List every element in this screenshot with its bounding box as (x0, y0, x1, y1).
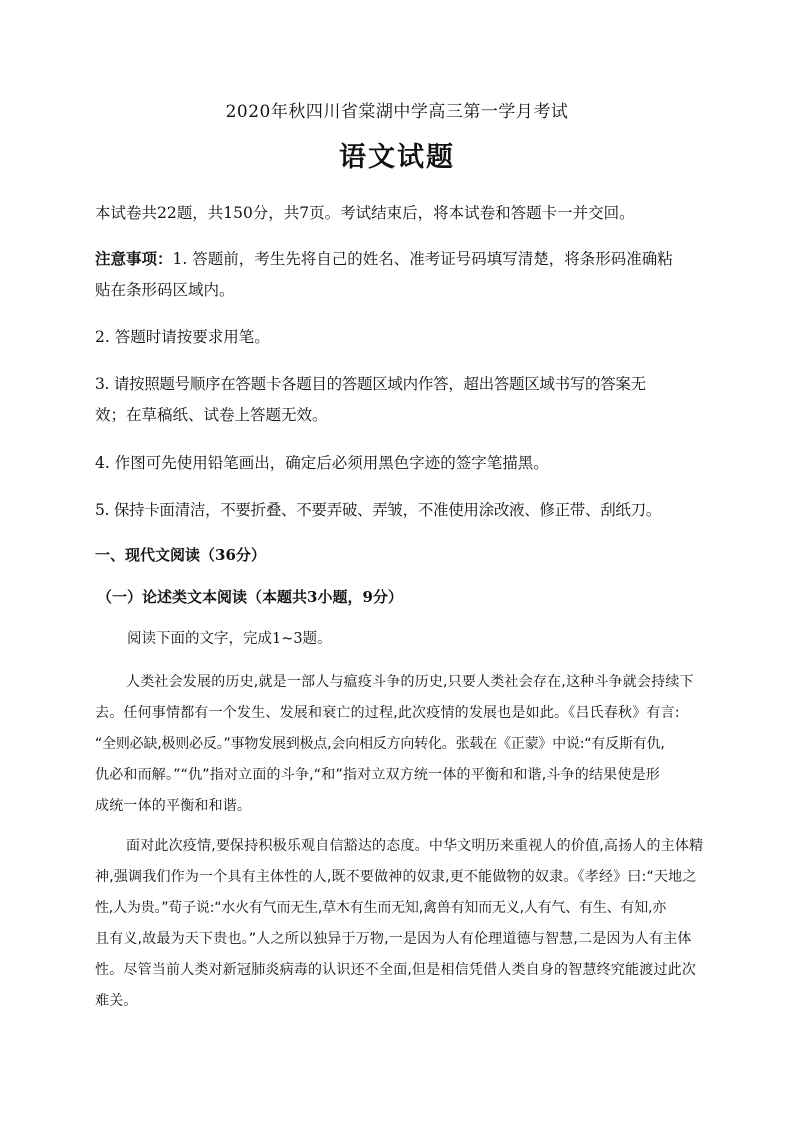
passage-p1-line4: 仇必和而解。”“仇”指对立面的斗争,“和”指对立双方统一体的平衡和和谐,斗争的结果使是形 (95, 767, 660, 783)
exam-subtitle: 2020年秋四川省棠湖中学高三第一学月考试 (225, 102, 569, 122)
passage-p2-line5: 性。尽管当前人类对新冠肺炎病毒的认识还不全面,但是相信凭借人类自身的智慧终究能渡过此次 (95, 962, 697, 978)
notes-item1-line1 (95, 244, 705, 274)
passage-p2-line6: 难关。 (95, 993, 138, 1009)
passage-p1-line1: 人类社会发展的历史,就是一部人与瘟疫斗争的历史,只要人类社会存在,这种斗争就会持续下 (126, 674, 694, 690)
section1-subheading: （一）论述类文本阅读（本题共3小题，9分） (97, 588, 403, 606)
section1-heading: 一、现代文阅读（36分） (95, 546, 266, 564)
passage-p2-line2: 神,强调我们作为一个具有主体性的人,既不要做神的奴隶,更不能做物的奴隶。《孝经》曰:“天地之 (95, 869, 697, 885)
passage-p1-line5: 成统一体的平衡和和谐。 (95, 798, 252, 814)
exam-intro: 本试卷共22题，共150分，共7页。考试结束后，将本试卷和答题卡一并交回。 (95, 204, 635, 222)
notes-item1-line2: 贴在条形码区域内。 (95, 281, 235, 299)
passage-p2-line3: 性,人为贵。”荀子说:“水火有气而无生,草木有生而无知,禽兽有知而无义,人有气、有生、有知,亦 (95, 900, 667, 916)
notes-item1-text: 1. 答题前，考生先将自己的姓名、准考证号码填写清楚，将条形码准确粘 (172, 250, 673, 268)
passage-p1-line3: “全则必缺,极则必反。”事物发展到极点,会向相反方向转化。张载在《正蒙》中说:“有反斯有仇, (95, 736, 665, 752)
notes-item2: 2. 答题时请按要求用笔。 (95, 328, 270, 346)
passage-p2-line1: 面对此次疫情,要保持积极乐观自信豁达的态度。中华文明历来重视人的价值,高扬人的主体精 (126, 838, 704, 854)
notes-item3-line1: 3. 请按照题号顺序在答题卡各题目的答题区域内作答，超出答题区域书写的答案无 (95, 375, 646, 393)
notes-item4: 4. 作图可先使用铅笔画出，确定后必须用黑色字迹的签字笔描黑。 (95, 454, 549, 472)
notes-item3-line2: 效；在草稿纸、试卷上答题无效。 (95, 406, 328, 424)
exam-title: 语文试题 (339, 142, 455, 173)
notes-label: 注意事项： (95, 249, 173, 268)
reading-instruction: 阅读下面的文字，完成1~3题。 (127, 631, 332, 647)
passage-p2-line4: 且有义,故最为天下贵也。”人之所以独异于万物,一是因为人有伦理道德与智慧,二是因为人有主体 (95, 931, 692, 947)
notes-item5: 5. 保持卡面清洁，不要折叠、不要弄破、弄皱，不准使用涂改液、修正带、刮纸刀。 (95, 501, 662, 519)
passage-p1-line2: 去。任何事情都有一个发生、发展和衰亡的过程,此次疫情的发展也是如此。《吕氏春秋》有言: (95, 705, 680, 721)
